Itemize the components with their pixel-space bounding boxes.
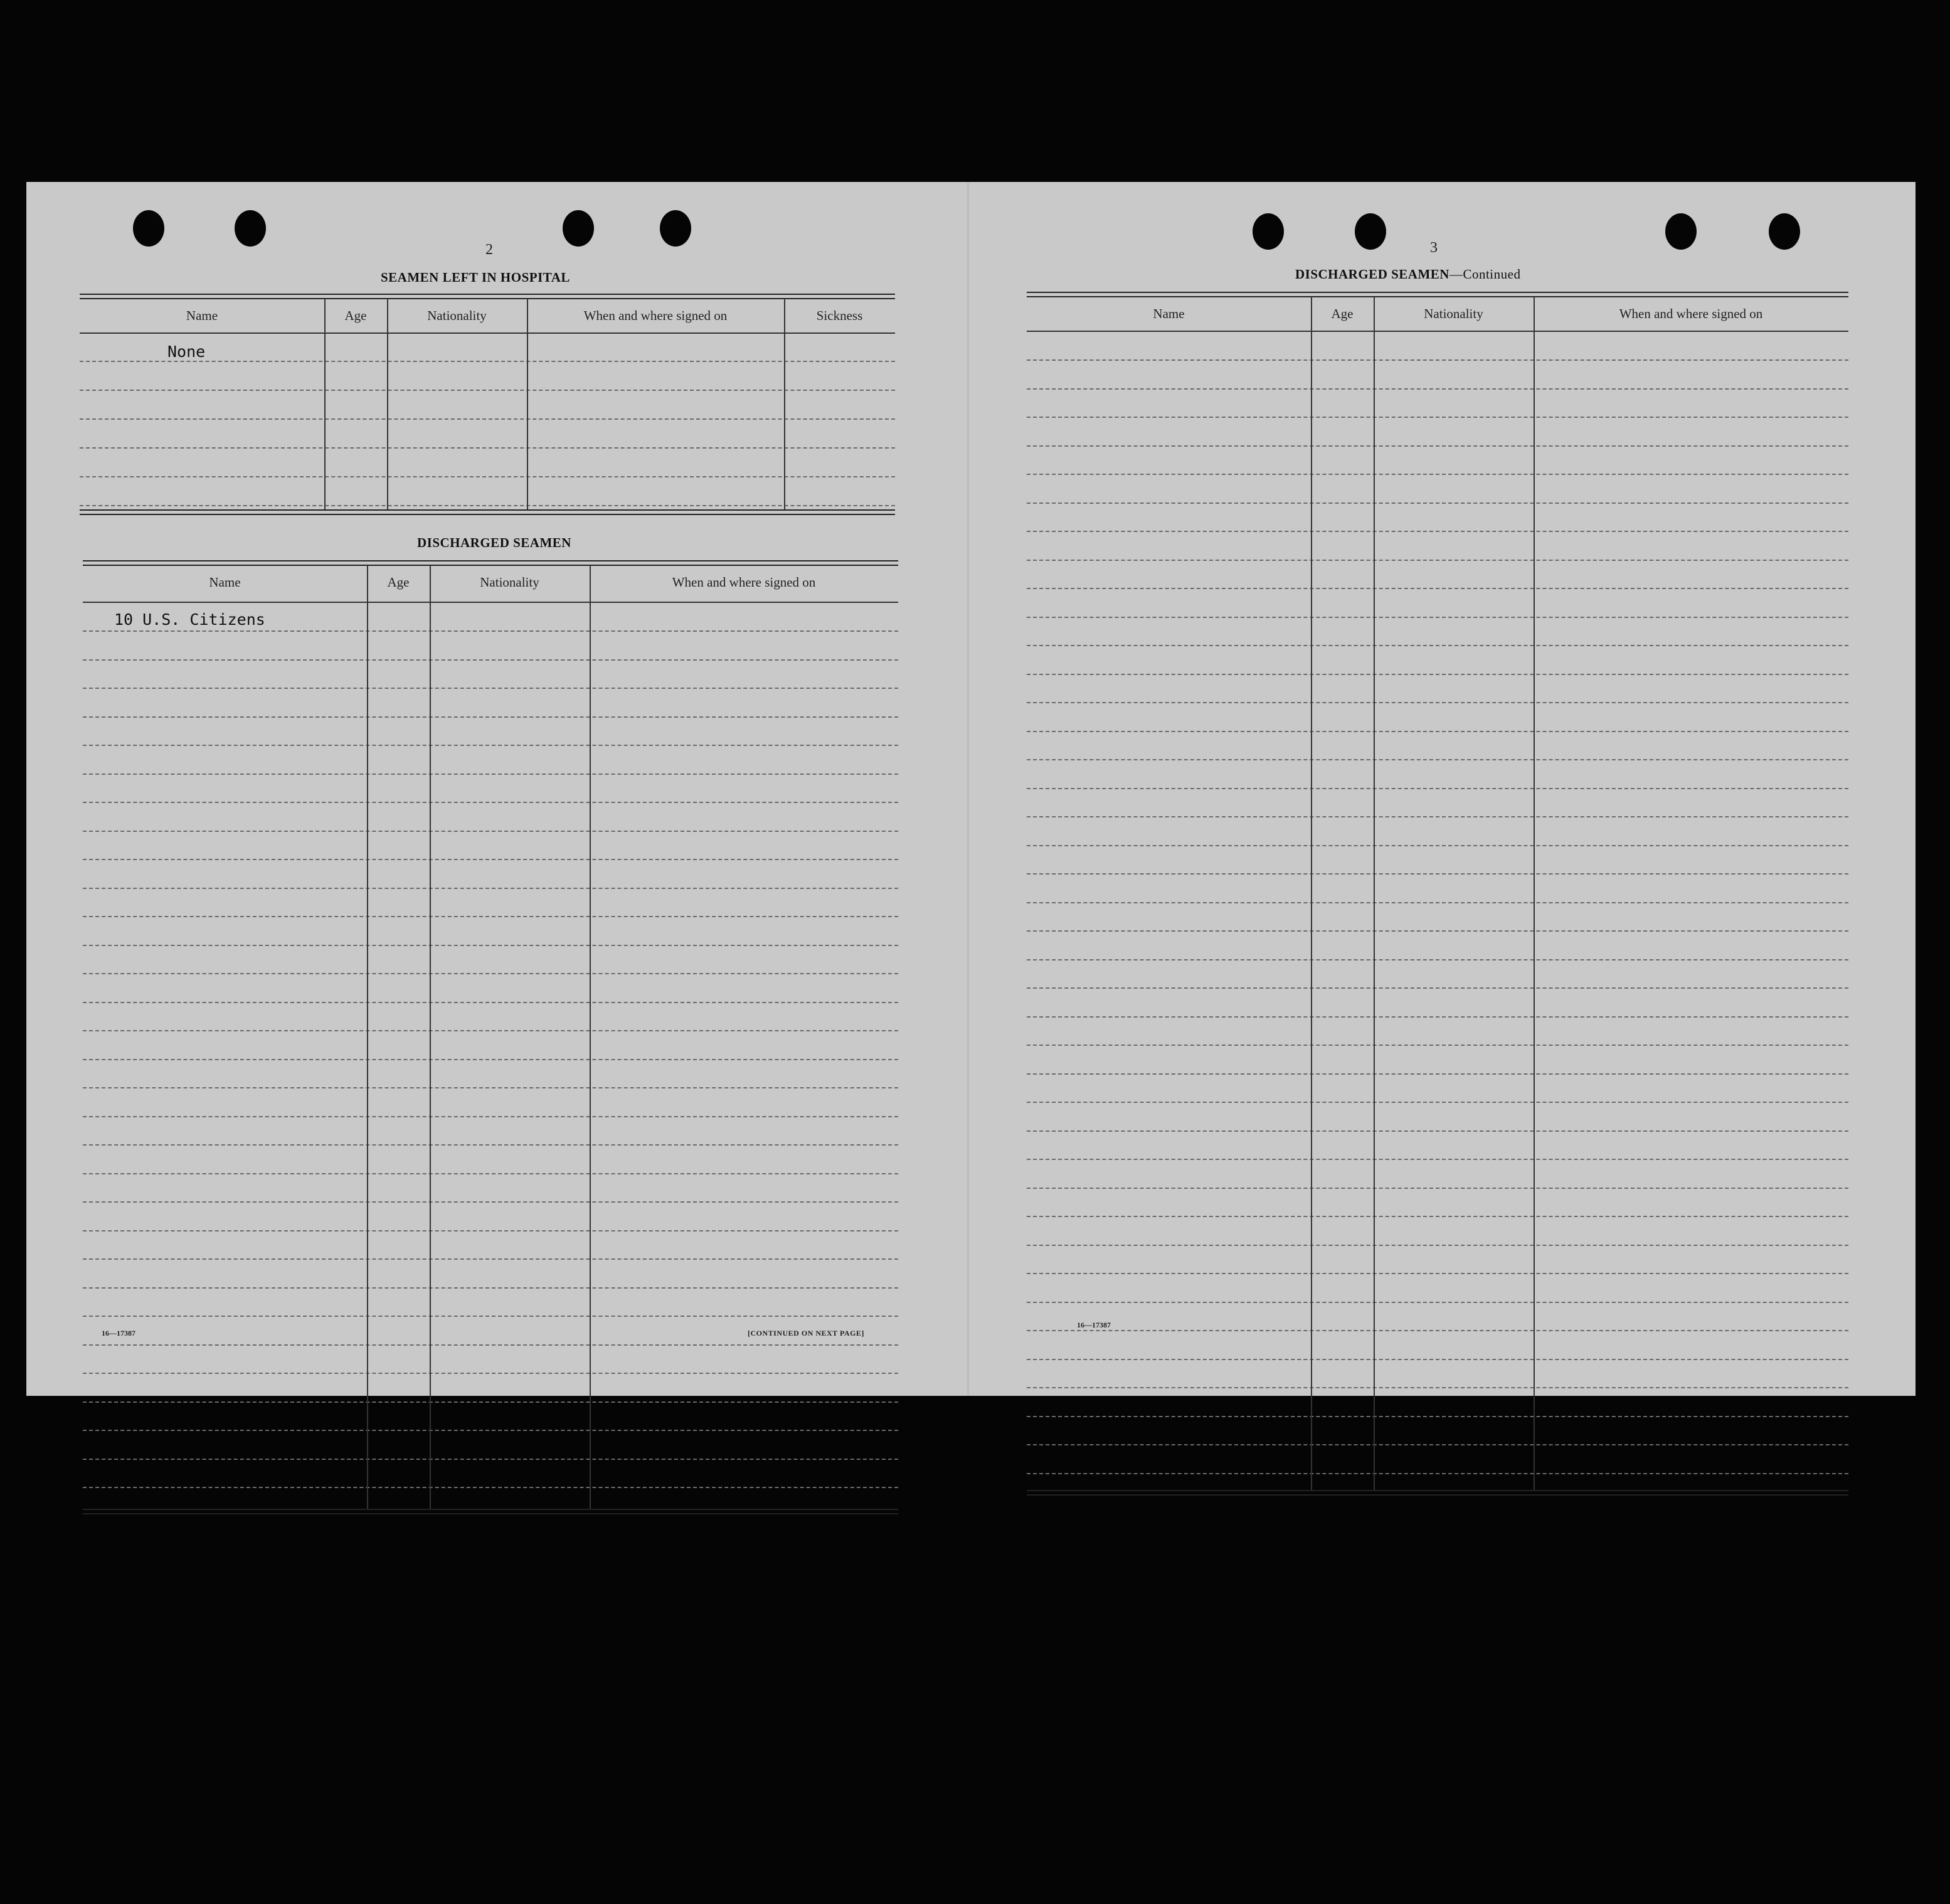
ruled-line [83,1002,898,1003]
column-header: When and where signed on [672,574,816,590]
column-header: Nationality [480,574,539,590]
ruled-line [83,1258,898,1260]
ruled-line [83,1030,898,1031]
column-header: When and where signed on [583,307,728,323]
ruled-line [1027,1330,1848,1331]
ruled-line [83,1201,898,1203]
column-header: When and where signed on [1619,306,1763,321]
ruled-line [83,1230,898,1231]
discharged-table [83,560,898,1515]
form-number: 16—17387 [1077,1321,1111,1329]
right-page [969,182,1916,1396]
hospital-table [80,294,895,513]
ruled-line [1027,788,1848,789]
ruled-line [83,1287,898,1289]
ruled-line [83,802,898,803]
ruled-line [83,859,898,860]
ruled-line [83,774,898,775]
ruled-line [83,745,898,746]
ruled-line [1027,1045,1848,1046]
ruled-line [1027,1444,1848,1445]
ruled-line [1027,474,1848,475]
ruled-line [1027,674,1848,675]
ruled-line [83,945,898,946]
title-main: DISCHARGED SEAMEN [1295,267,1449,282]
ruled-line [83,1316,898,1317]
ruled-line [83,716,898,718]
column-header: Sickness [816,307,863,323]
ruled-line [83,1373,898,1374]
ruled-line [1027,531,1848,532]
column-header: Nationality [1424,306,1483,321]
ruled-line [1027,1359,1848,1360]
ruled-line [1027,617,1848,618]
ruled-line [1027,759,1848,760]
ruled-line [1027,930,1848,932]
hospital-entry: None [167,343,206,361]
ruled-line [1027,1130,1848,1132]
column-header: Name [1153,306,1185,321]
ruled-line [1027,1473,1848,1474]
ruled-line [1027,873,1848,875]
column-header: Name [186,307,218,323]
ruled-line [1027,731,1848,732]
ruled-line [1027,1016,1848,1018]
ruled-line [1027,359,1848,361]
ruled-line [1027,445,1848,447]
discharged-continued-table [1027,292,1848,1506]
ruled-line [1027,645,1848,646]
ruled-line [83,688,898,689]
continued-note: [CONTINUED ON NEXT PAGE] [748,1329,864,1338]
ruled-line [1027,1188,1848,1189]
ruled-line [1027,560,1848,561]
ruled-line [1027,417,1848,418]
ruled-line [1027,1102,1848,1103]
ruled-line [1027,1159,1848,1160]
form-number: 16—17387 [102,1329,135,1338]
ruled-line [1027,1387,1848,1388]
ruled-line [83,630,898,632]
ruled-line [83,1059,898,1060]
column-header: Nationality [427,307,487,323]
ruled-line [1027,1302,1848,1303]
ruled-line [83,1116,898,1117]
discharged-section-title: DISCHARGED SEAMEN [417,535,571,550]
document-sheet [26,182,1916,1396]
ruled-line [1027,503,1848,504]
ruled-line [83,1487,898,1488]
left-page [26,182,967,1396]
ruled-line [1027,588,1848,589]
ruled-line [1027,959,1848,960]
ruled-line [1027,987,1848,989]
column-header: Age [387,574,410,590]
ruled-line [83,659,898,661]
ruled-line [83,888,898,889]
ruled-line [1027,702,1848,703]
column-header: Name [209,574,241,590]
ruled-line [83,1344,898,1346]
ruled-line [1027,1416,1848,1417]
ruled-line [83,973,898,974]
ruled-line [83,831,898,832]
ruled-line [83,1173,898,1174]
ruled-line [1027,902,1848,903]
discharged-entry: 10 U.S. Citizens [114,610,265,629]
ruled-line [1027,1216,1848,1217]
column-header: Age [344,307,367,323]
column-header: Age [1331,306,1354,321]
hospital-section-title: SEAMEN LEFT IN HOSPITAL [381,270,570,285]
ruled-line [1027,1073,1848,1075]
ruled-line [1027,1245,1848,1246]
ruled-line [83,1430,898,1431]
ruled-line [83,1087,898,1088]
ruled-line [83,1401,898,1403]
page-number: 3 [1430,240,1438,256]
page-number: 2 [485,242,493,258]
ruled-line [83,1459,898,1460]
ruled-line [1027,388,1848,390]
ruled-line [1027,1273,1848,1274]
ruled-line [83,1144,898,1146]
ruled-line [1027,845,1848,846]
title-suffix: —Continued [1449,267,1521,282]
discharged-continued-title [1295,267,1520,282]
ruled-line [1027,816,1848,817]
ruled-line [83,916,898,917]
